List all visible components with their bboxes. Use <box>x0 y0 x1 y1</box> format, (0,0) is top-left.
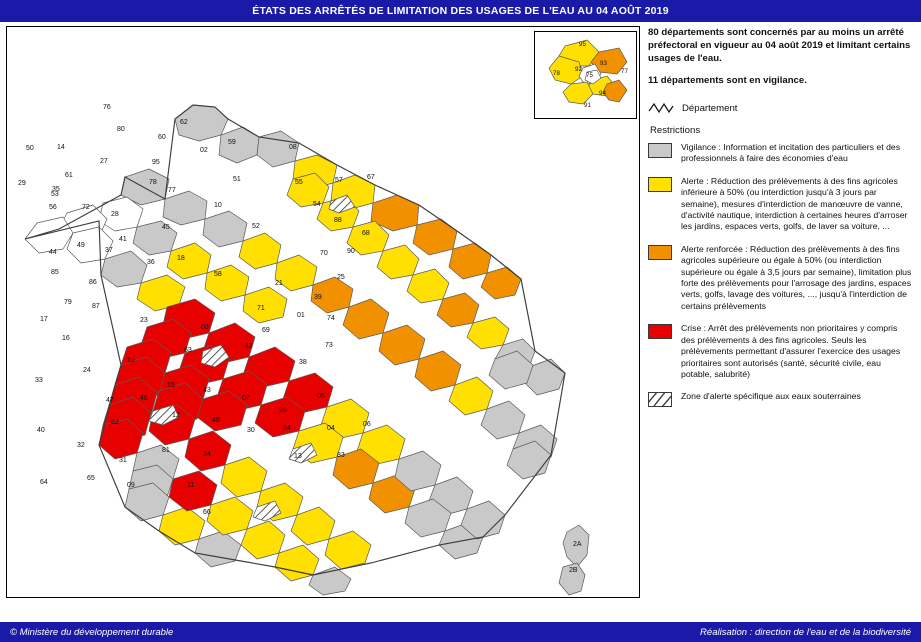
legend-swatch-alerte-renforcee <box>648 245 672 260</box>
dept-label-79: 79 <box>64 299 72 306</box>
dept-label-76: 76 <box>103 104 111 111</box>
dept-label-36: 36 <box>147 259 155 266</box>
dept-label-38: 38 <box>299 359 307 366</box>
dept-label-73: 73 <box>325 342 333 349</box>
legend-panel <box>648 26 913 596</box>
dept-label-56: 56 <box>49 204 57 211</box>
legend-swatch-alerte <box>648 177 672 192</box>
legend-department-row <box>648 101 913 115</box>
legend-swatch-crise <box>648 324 672 339</box>
dept-label-65: 65 <box>87 475 95 482</box>
dept-label-62: 62 <box>180 119 188 126</box>
dept-label-09: 09 <box>127 482 135 489</box>
legend-item-vigilance <box>648 142 913 165</box>
dept-label-30: 30 <box>247 427 255 434</box>
legend-text-crise: Crise : Arrêt des prélèvements non prioritaires y compris des prélèvements à des fins agricoles. Seuls les prélèvements permettant d'assurer l'exercice des usages prioritaires sont autorisés (santé, sécurité civile, eau potable, salubrité) <box>681 323 901 379</box>
legend-text-alerte: Alerte : Réduction des prélèvements à des fins agricoles inférieure à 50% (ou interdiction jusqu'à 3 jours par semaine), mesures d'interdiction de manœuvre de vanne, d'activité nautique, interdiction à certaines heures d'arroser les jardins, espaces verts, golfs, de laver sa voiture, ... <box>681 175 908 232</box>
dept-label-15: 15 <box>167 382 175 389</box>
dept-label-37: 37 <box>105 247 113 254</box>
dept-label-80: 80 <box>117 126 125 133</box>
dept-label-49: 49 <box>77 242 85 249</box>
dept-label-59: 59 <box>228 139 236 146</box>
dept-label-77: 77 <box>168 187 176 194</box>
inset-label-77: 77 <box>621 68 628 75</box>
inset-label-91: 91 <box>584 102 591 109</box>
dept-label-87: 87 <box>92 303 100 310</box>
legend-item-hatch <box>648 391 913 407</box>
department-border-icon <box>648 101 674 115</box>
legend-item-crise <box>648 323 913 380</box>
dept-label-08: 08 <box>289 144 297 151</box>
dept-label-44: 44 <box>49 249 57 256</box>
footer-left: © Ministère du développement durable <box>10 626 174 638</box>
dept-label-69: 69 <box>262 327 270 334</box>
dept-label-61: 61 <box>65 172 73 179</box>
dept-label-83: 83 <box>337 452 345 459</box>
dept-label-23: 23 <box>140 317 148 324</box>
footer-bar <box>0 622 921 642</box>
inset-label-94: 94 <box>599 90 606 97</box>
dept-label-66: 66 <box>203 509 211 516</box>
inset-label-75: 75 <box>586 72 593 79</box>
legend-text-vigilance: Vigilance : Information et incitation des particuliers et des professionnels à faire des économies d'eau <box>681 142 901 164</box>
legend-item-alerte-renforcee <box>648 244 913 312</box>
dept-label-63: 63 <box>184 347 192 354</box>
dept-label-57: 57 <box>335 177 343 184</box>
idf-inset-map <box>534 31 637 119</box>
dept-label-43: 43 <box>203 387 211 394</box>
dept-label-29: 29 <box>18 180 26 187</box>
dept-label-31: 31 <box>119 457 127 464</box>
legend-item-alerte <box>648 176 913 233</box>
dept-label-42: 42 <box>245 343 253 350</box>
map-canvas <box>6 26 640 598</box>
dept-label-46: 46 <box>140 395 148 402</box>
dept-label-03: 03 <box>201 324 209 331</box>
dept-label-18: 18 <box>177 255 185 262</box>
inset-label-92: 92 <box>575 66 582 73</box>
dept-label-53: 53 <box>51 191 59 198</box>
dept-label-41: 41 <box>119 236 127 243</box>
dept-label-70: 70 <box>320 250 328 257</box>
legend-department-label: Département <box>682 102 738 114</box>
dept-label-90: 90 <box>347 248 355 255</box>
summary-line-1: 80 départements sont concernés par au moins un arrêté préfectoral en vigueur au 04 août 2019 et limitant certains usages de l'eau. <box>648 27 911 64</box>
legend-swatch-hatch <box>648 392 672 407</box>
dept-label-21: 21 <box>275 280 283 287</box>
dept-label-86: 86 <box>89 279 97 286</box>
dept-label-82: 82 <box>111 419 119 426</box>
dept-label-33: 33 <box>35 377 43 384</box>
dept-label-25: 25 <box>337 274 345 281</box>
dept-label-81: 81 <box>162 447 170 454</box>
dept-label-14: 14 <box>57 144 65 151</box>
dept-label-71: 71 <box>257 305 265 312</box>
dept-label-40: 40 <box>37 427 45 434</box>
dept-label-10: 10 <box>214 202 222 209</box>
legend-text-alerte-renforcee: Alerte renforcée : Réduction des prélèvements à des fins agricoles supérieure ou égale à 50% (ou interdiction supérieure ou égale à 3,5 jours par semaine), limitation plus forte des prélèvements pour l'arrosage des jardins, espaces verts, golfs, lavage des voitures, ..., jusqu'à l'interdiction de certains prélèvements <box>681 243 912 311</box>
dept-label-02: 02 <box>200 147 208 154</box>
dept-label-06: 06 <box>363 421 371 428</box>
dept-label-04: 04 <box>327 425 335 432</box>
dept-label-16: 16 <box>62 335 70 342</box>
dept-label-26: 26 <box>279 407 287 414</box>
dept-label-60: 60 <box>158 134 166 141</box>
dept-label-64: 64 <box>40 479 48 486</box>
dept-label-68: 68 <box>362 230 370 237</box>
dept-label-88: 88 <box>334 217 342 224</box>
dept-label-95: 95 <box>152 159 160 166</box>
inset-label-95: 95 <box>579 41 586 48</box>
dept-label-51: 51 <box>233 176 241 183</box>
dept-label-19: 19 <box>127 357 135 364</box>
page-title: ÉTATS DES ARRÊTÉS DE LIMITATION DES USAGES DE L'EAU AU 04 AOÛT 2019 <box>252 5 669 17</box>
dept-label-01: 01 <box>297 312 305 319</box>
dept-label-47: 47 <box>106 397 114 404</box>
dept-label-34: 34 <box>203 451 211 458</box>
dept-label-27: 27 <box>100 158 108 165</box>
legend-text-hatch: Zone d'alerte spécifique aux eaux souterraines <box>681 391 861 402</box>
dept-label-58: 58 <box>214 271 222 278</box>
dept-label-72: 72 <box>82 204 90 211</box>
dept-label-45: 45 <box>162 224 170 231</box>
dept-label-07: 07 <box>242 395 250 402</box>
dept-label-74: 74 <box>327 315 335 322</box>
dept-label-84: 84 <box>283 425 291 432</box>
dept-label-17: 17 <box>40 316 48 323</box>
dept-label-67: 67 <box>367 174 375 181</box>
footer-right: Réalisation : direction de l'eau et de la biodiversité <box>700 626 911 638</box>
legend-restrictions-title: Restrictions <box>650 125 701 136</box>
dept-label-78: 78 <box>149 179 157 186</box>
dept-label-11: 11 <box>187 482 195 489</box>
inset-label-93: 93 <box>600 60 607 67</box>
dept-label-05: 05 <box>317 393 325 400</box>
inset-label-78: 78 <box>553 70 560 77</box>
summary-line-2: 11 départements sont en vigilance. <box>648 75 807 86</box>
dept-label-12: 12 <box>172 412 180 419</box>
dept-label-2A: 2B <box>569 567 578 574</box>
dept-label-39: 39 <box>314 294 322 301</box>
page-title-bar <box>0 0 921 22</box>
dept-label-28: 28 <box>111 211 119 218</box>
dept-label-55: 55 <box>295 179 303 186</box>
dept-label-48: 48 <box>212 417 220 424</box>
legend-swatch-vigilance <box>648 143 672 158</box>
dept-label-32: 32 <box>77 442 85 449</box>
dept-label-85: 85 <box>51 269 59 276</box>
dept-label-13: 13 <box>294 453 302 460</box>
dept-label-54: 54 <box>313 201 321 208</box>
dept-label-35: 35 <box>52 186 60 193</box>
dept-label-24: 24 <box>83 367 91 374</box>
dept-label-52: 52 <box>252 223 260 230</box>
dept-label-50: 50 <box>26 145 34 152</box>
dept-label-2B: 2A <box>573 541 582 548</box>
